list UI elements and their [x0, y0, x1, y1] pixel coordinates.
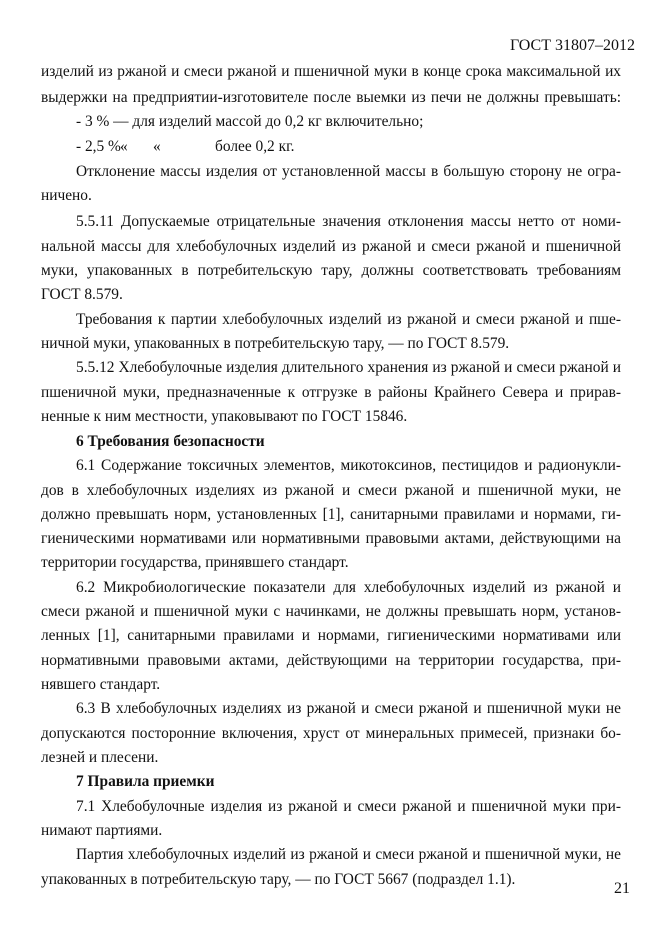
list-item-text: более 0,2 кг.	[215, 138, 295, 155]
text-line: допускаются посторонние включения, хруст от минеральных примесей, признаки бо-	[41, 725, 621, 742]
text-line: должно превышать норм, установленных [1], санитарными правилами и нормами, ги-	[41, 506, 621, 523]
text-line: нимают партиями.	[41, 822, 163, 839]
text-line: пшеничной муки, предназначенные к отгрузке в районы Крайнего Севера и прирав-	[41, 384, 621, 401]
text-line: выдержки на предприятии-изготовителе после выемки из печи не должны превышать:	[41, 89, 621, 106]
section-heading-6: 6 Требования безопасности	[76, 433, 265, 450]
text-line: территории государства, принявшего стандарт.	[41, 554, 349, 571]
text-line: Отклонение массы изделия от установленной массы в большую сторону не огра-	[76, 163, 621, 180]
section-heading-7: 7 Правила приемки	[76, 773, 215, 790]
clause-7-1: 7.1 Хлебобулочные изделия из ржаной и смеси ржаной и пшеничной муки при-	[76, 798, 621, 815]
text-line: гиеническими нормативами или нормативными правовыми актами, действующими на	[41, 530, 621, 547]
clause-5-5-11: 5.5.11 Допускаемые отрицательные значения отклонения массы нетто от номи-	[76, 213, 621, 230]
text-line: ГОСТ 8.579.	[41, 286, 123, 303]
standard-code-header: ГОСТ 31807–2012	[509, 37, 635, 54]
text-line: Партия хлебобулочных изделий из ржаной и смеси ржаной и пшеничной муки, не	[76, 846, 621, 863]
text-line: муки, упакованных в потребительскую тару, должны соответствовать требованиям	[41, 262, 621, 279]
clause-6-1: 6.1 Содержание токсичных элементов, микотоксинов, пестицидов и радионукли-	[76, 457, 621, 474]
text-line: ненные к ним местности, упаковывают по ГОСТ 15846.	[41, 408, 408, 425]
text-line: нормативными правовыми актами, действующими на территории государства, при-	[41, 652, 621, 669]
text-line: изделий из ржаной и смеси ржаной и пшеничной муки в конце срока максимальной их	[41, 63, 621, 80]
text-line: дов в хлебобулочных изделиях из ржаной и смеси ржаной и пшеничной муки, не	[41, 482, 621, 499]
clause-5-5-12: 5.5.12 Хлебобулочные изделия длительного хранения из ржаной и смеси ржаной и	[76, 359, 621, 376]
text-line: смеси ржаной и пшеничной муки с начинками, не должны превышать норм, установ-	[41, 603, 621, 620]
text-line: ничено.	[41, 187, 92, 204]
text-line: ленных [1], санитарными правилами и нормами, гигиеническими нормативами или	[41, 627, 621, 644]
clause-6-2: 6.2 Микробиологические показатели для хлебобулочных изделий из ржаной и	[76, 579, 621, 596]
text-line: лезней и плесени.	[41, 749, 159, 766]
ditto-mark: «	[120, 138, 128, 155]
page-number: 21	[614, 880, 630, 897]
list-item-value: - 2,5 %	[76, 138, 121, 155]
text-line: нявшего стандарт.	[41, 676, 161, 693]
text-line: Требования к партии хлебобулочных изделий из ржаной и смеси ржаной и пше-	[76, 311, 621, 328]
clause-6-3: 6.3 В хлебобулочных изделиях из ржаной и смеси ржаной и пшеничной муки не	[76, 700, 621, 717]
text-line: ничной муки, упакованных в потребительскую тару, — по ГОСТ 8.579.	[41, 335, 510, 352]
list-item	[76, 137, 295, 157]
text-line: нальной массы для хлебобулочных изделий из ржаной и смеси ржаной и пшеничной	[41, 238, 621, 255]
text-line: упакованных в потребительскую тару, — по ГОСТ 5667 (подраздел 1.1).	[41, 871, 516, 888]
list-item: - 3 % — для изделий массой до 0,2 кг включительно;	[76, 113, 424, 130]
ditto-mark: «	[153, 138, 161, 155]
